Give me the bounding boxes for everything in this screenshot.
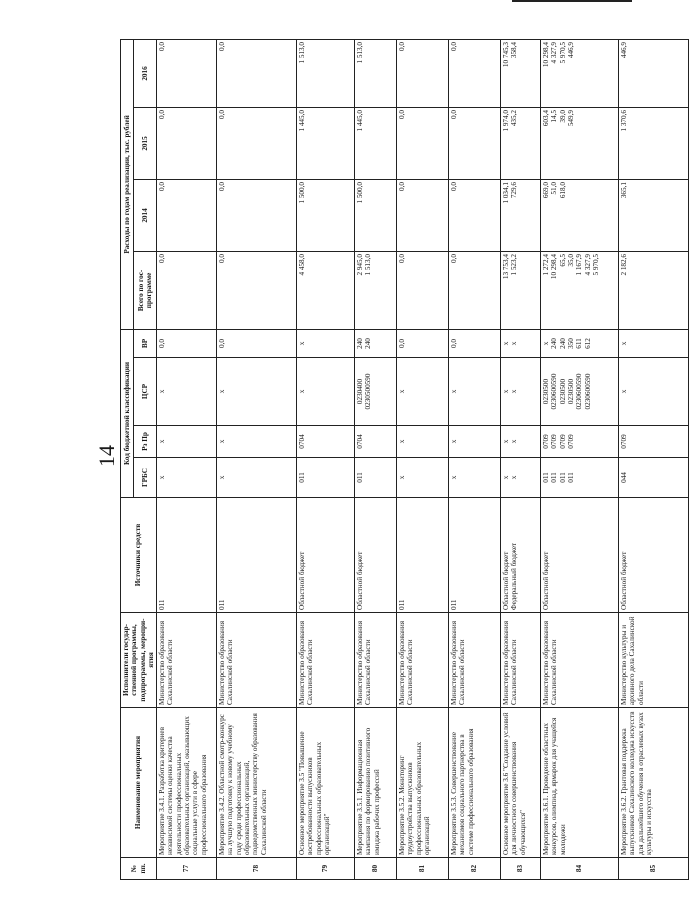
cell-y2014: 0,0: [217, 179, 297, 251]
cell-source: 011: [449, 498, 501, 613]
cell-vr: 0,0: [397, 329, 449, 357]
cell-y2014: 669,0 51,0 618,0: [541, 179, 619, 251]
cell-name: Основное мероприятие 3.6 "Создание условий для личностного совершенствования обучающихся": [501, 708, 541, 858]
cell-y2014: 0,0: [157, 179, 217, 251]
cell-total: 0,0: [449, 251, 501, 329]
cell-csr: х: [217, 358, 297, 426]
cell-executor: Министерство образования Сахалинской области: [297, 613, 355, 708]
cell-y2014: 1 500,0: [297, 179, 355, 251]
cell-y2016: 1 513,0: [355, 39, 397, 107]
cell-rzpr: 0704: [355, 426, 397, 458]
table-row: [397, 39, 449, 879]
table-row: [157, 39, 217, 879]
cell-y2016: 0,0: [397, 39, 449, 107]
cell-y2016: 10 298,4 4 327,9 5 970,5 446,9: [541, 39, 619, 107]
cell-source: 011: [157, 498, 217, 613]
cell-rzpr: х х: [501, 426, 541, 458]
cell-num: 84: [541, 858, 619, 880]
cell-source: 011: [397, 498, 449, 613]
header-expenses-group: Расходы по годам реализации, тыс. рублей: [121, 39, 134, 329]
cell-num: 79: [297, 858, 355, 880]
cell-y2015: 0,0: [397, 107, 449, 179]
cell-name: Мероприятие 3.5.3. Совершенствование механизмов социального партнерства в системе профессионального образования: [449, 708, 501, 858]
cell-grbs: 011 011 011 011: [541, 458, 619, 498]
cell-rzpr: 0704: [297, 426, 355, 458]
cell-rzpr: х: [397, 426, 449, 458]
cell-total: 0,0: [157, 251, 217, 329]
cell-name: Мероприятие 3.4.1. Разработка критериев независимой системы оценки качества деятельности профессиональных образовательных организаций, оказывающих социальные услуги в сфере профессионального образования: [157, 708, 217, 858]
cell-y2014: 1 500,0: [355, 179, 397, 251]
cell-vr: х х: [501, 329, 541, 357]
cell-y2014: 1 034,1 729,6: [501, 179, 541, 251]
cell-csr: х: [449, 358, 501, 426]
cell-vr: 240 240: [355, 329, 397, 357]
cell-name: Мероприятие 3.4.2. Областной смотр-конкурс на лучшую подготовку к новому учебному году среди профессиональных образовательных организаций, подведомственных министерству образования Сахалинской области: [217, 708, 297, 858]
cell-y2015: 0,0: [449, 107, 501, 179]
table-row: [355, 39, 397, 879]
cell-y2016: 0,0: [157, 39, 217, 107]
cell-vr: х: [297, 329, 355, 357]
cell-y2016: 0,0: [449, 39, 501, 107]
cell-grbs: 011: [355, 458, 397, 498]
cell-source: Областной бюджет Федеральный бюджет: [501, 498, 541, 613]
cell-name: Мероприятие 3.6.1. Проведение областных конкурсов, олимпиад, ярмарок для учащейся молодежи: [541, 708, 619, 858]
cell-y2015: 0,0: [217, 107, 297, 179]
cell-num: 77: [157, 858, 217, 880]
cell-total: 1 272,4 10 298,4 65,5 35,0 1 167,9 4 327,9 5 970,5: [541, 251, 619, 329]
cell-y2015: 603,4 14,5 39,0 549,9: [541, 107, 619, 179]
cell-csr: х: [397, 358, 449, 426]
header-source: Источники средств: [121, 498, 157, 613]
cell-executor: Министерство образования Сахалинской области: [217, 613, 297, 708]
cell-grbs: 011: [297, 458, 355, 498]
cell-y2015: 1 445,0: [297, 107, 355, 179]
budget-table: [120, 39, 689, 880]
cell-total: 4 458,0: [297, 251, 355, 329]
cell-name: Мероприятие 3.5.2. Мониторинг трудоустройства выпускников профессиональных образовательных организаций: [397, 708, 449, 858]
table-row: [449, 39, 501, 879]
cell-vr: х: [619, 329, 689, 357]
header-num: № пп.: [121, 858, 157, 880]
cell-total: 13 753,4 1 523,2: [501, 251, 541, 329]
cell-csr: х: [157, 358, 217, 426]
cell-vr: 0,0: [157, 329, 217, 357]
cell-executor: Министерство образования Сахалинской области: [157, 613, 217, 708]
cell-vr: 0,0: [217, 329, 297, 357]
table-row: [501, 39, 541, 879]
cell-y2016: 1 513,0: [297, 39, 355, 107]
cell-y2016: 10 745,3 358,4: [501, 39, 541, 107]
cell-total: 0,0: [217, 251, 297, 329]
cell-y2016: 0,0: [217, 39, 297, 107]
cell-rzpr: х: [449, 426, 501, 458]
cell-source: Областной бюджет: [297, 498, 355, 613]
cell-y2014: 0,0: [449, 179, 501, 251]
cell-rzpr: 0709: [619, 426, 689, 458]
cell-executor: Министерство культуры и архивного дела Сахалинской области: [619, 613, 689, 708]
cell-source: 011: [217, 498, 297, 613]
table-body: [157, 39, 689, 879]
header-budget-group: Код бюджетной классификации: [121, 329, 134, 497]
cell-num: 80: [355, 858, 397, 880]
cell-y2016: 446,9: [619, 39, 689, 107]
cell-source: Областной бюджет: [619, 498, 689, 613]
cell-y2014: 365,1: [619, 179, 689, 251]
header-2015: 2015: [134, 107, 157, 179]
cell-total: 2 945,0 1 513,0: [355, 251, 397, 329]
cell-grbs: 044: [619, 458, 689, 498]
cell-rzpr: 0709 0709 0709 0709: [541, 426, 619, 458]
cell-grbs: х: [397, 458, 449, 498]
table-row: [297, 39, 355, 879]
cell-vr: х 240 240 350 611 612: [541, 329, 619, 357]
header-rzpr: Рз Пр: [134, 426, 157, 458]
cell-executor: Министерство образования Сахалинской области: [355, 613, 397, 708]
cell-num: 85: [619, 858, 689, 880]
header-2014: 2014: [134, 179, 157, 251]
cell-vr: 0,0: [449, 329, 501, 357]
cell-num: 82: [449, 858, 501, 880]
cell-executor: Министерство образования Сахалинской области: [397, 613, 449, 708]
cell-rzpr: х: [157, 426, 217, 458]
cell-csr: 0230500 0230600590 0230500 0230500 0230600590 0230600590: [541, 358, 619, 426]
header-csr: ЦСР: [134, 358, 157, 426]
page-corner-mark: [512, 0, 632, 8]
cell-y2014: 0,0: [397, 179, 449, 251]
header-vr: ВР: [134, 329, 157, 357]
header-2016: 2016: [134, 39, 157, 107]
table-row: [541, 39, 619, 879]
cell-csr: 0230400 0230500590: [355, 358, 397, 426]
cell-name: Основное мероприятие 3.5 "Повышение востребованности выпускников профессиональных образовательных организаций": [297, 708, 355, 858]
cell-name: Мероприятие 3.5.1. Информационная кампания по формированию позитивного имиджа рабочих профессий: [355, 708, 397, 858]
cell-source: Областной бюджет: [541, 498, 619, 613]
cell-executor: Министерство образования Сахалинской области: [501, 613, 541, 708]
rotated-table-container: [120, 40, 658, 880]
cell-csr: х х: [501, 358, 541, 426]
table-row: [217, 39, 297, 879]
cell-grbs: х х: [501, 458, 541, 498]
page-number: 14: [94, 445, 119, 467]
cell-num: 78: [217, 858, 297, 880]
header-grbs: ГРБС: [134, 458, 157, 498]
cell-grbs: х: [449, 458, 501, 498]
cell-total: 2 182,6: [619, 251, 689, 329]
header-total: Всего по гос-программе: [134, 251, 157, 329]
cell-executor: Министерство образования Сахалинской области: [541, 613, 619, 708]
cell-y2015: 1 370,6: [619, 107, 689, 179]
cell-rzpr: х: [217, 426, 297, 458]
cell-num: 81: [397, 858, 449, 880]
cell-y2015: 1 445,0: [355, 107, 397, 179]
cell-grbs: х: [157, 458, 217, 498]
header-executor: Исполнители государ-ственной программы, подпрограммы, меропри-ятия: [121, 613, 157, 708]
cell-source: Областной бюджет: [355, 498, 397, 613]
cell-total: 0,0: [397, 251, 449, 329]
cell-csr: х: [297, 358, 355, 426]
cell-executor: Министерство образования Сахалинской области: [449, 613, 501, 708]
header-name: Наименование мероприятия: [121, 708, 157, 858]
cell-name: Мероприятие 3.6.2. Грантовая поддержка выпускников Сахалинского колледжа искусств для дальнейшего обучения в отраслевых вузах культуры и искусства: [619, 708, 689, 858]
cell-grbs: х: [217, 458, 297, 498]
table-header-row: [121, 39, 134, 879]
table-row: [619, 39, 689, 879]
cell-num: 83: [501, 858, 541, 880]
cell-y2015: 0,0: [157, 107, 217, 179]
cell-y2015: 1 974,0 435,2: [501, 107, 541, 179]
cell-csr: х: [619, 358, 689, 426]
